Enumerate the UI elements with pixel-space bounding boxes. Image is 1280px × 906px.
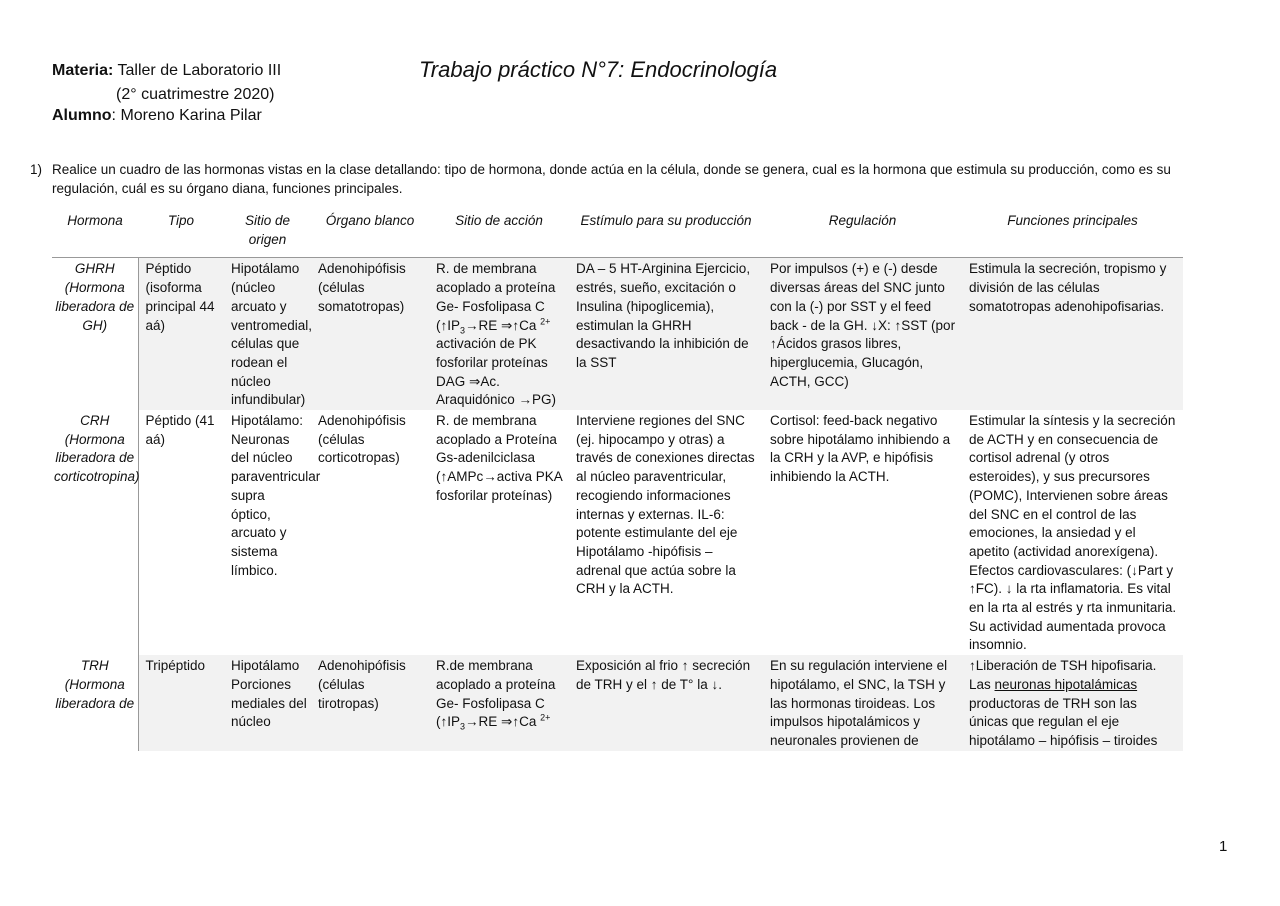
cell-organo: Adenohipófisis (células corticotropas) bbox=[318, 413, 406, 466]
header-regulacion: Regulación bbox=[763, 210, 962, 258]
accion-part-b2: →RE ⇒↑Ca bbox=[465, 714, 541, 730]
header-organo-blanco: Órgano blanco bbox=[311, 210, 429, 258]
header-estimulo: Estímulo para su producción bbox=[569, 210, 763, 258]
cell-accion bbox=[429, 655, 569, 751]
cell-hormona: CRH (Hormona liberadora de corticotropina) bbox=[52, 410, 138, 655]
alumno-label: Alumno bbox=[52, 107, 112, 124]
accion-subscript: 3 bbox=[460, 721, 466, 732]
accion-part-b: (↑IP bbox=[436, 317, 461, 333]
header-sitio-origen: Sitio de origen bbox=[224, 210, 311, 258]
funciones-part-b: Las bbox=[969, 676, 995, 692]
cell-funciones bbox=[962, 655, 1183, 751]
question-text: Realice un cuadro de las hormonas vistas en la clase detallando: tipo de hormona, donde actúa en la célula, donde se genera, cual es la hormona que estimula su producción, como es su regulación, cuál es su órgano diana, funciones principales. bbox=[52, 162, 1171, 196]
cell-regulacion: Cortisol: feed-back negativo sobre hipotálamo inhibiendo a la CRH y la AVP, e hipófisis inhibiendo la ACTH. bbox=[770, 413, 951, 485]
cell-regulacion: Por impulsos (+) e (-) desde diversas áreas del SNC junto con la (-) por SST y el feed back - de la GH. ↓X: ↑SST (por ↑Ácidos grasos libres, hiperglucemia, Glucagón, ACTH, GCC) bbox=[763, 258, 962, 410]
cell-funciones: Estimula la secreción, tropismo y división de las células somatotropas adenohipofisarias. bbox=[962, 258, 1183, 410]
page-bottom-margin bbox=[0, 836, 1280, 906]
cell-hormona: GHRH (Hormona liberadora de GH) bbox=[52, 258, 138, 410]
accion-part-a: R.de membrana acoplado a proteína Ge- Fosfolipasa C bbox=[436, 658, 556, 711]
accion-superscript: 2+ bbox=[540, 316, 551, 327]
header-sitio-accion: Sitio de acción bbox=[429, 210, 569, 258]
hormone-table bbox=[52, 210, 1183, 751]
accion-part-c: activación de PK fosforilar proteínas DAG ⇒Ac. Araquidónico →PG) bbox=[436, 336, 557, 408]
cell-tipo: Péptido (isoforma principal 44 aá) bbox=[138, 258, 224, 410]
cell-funciones: Estimular la síntesis y la secreción de ACTH y en consecuencia de cortisol adrenal (y otros esteroides), y sus precursores (POMC), Intervienen sobre áreas del SNC en el control de las emociones, la ansiedad y el apetito (actividad anorexígena). Efectos cardiovasculares: (↓Part y ↑FC). ↓ la rta inflamatoria. Es vital en la rta al estrés y rta inmunitaria. Su actividad aumentada provoca insomnio. bbox=[969, 413, 1177, 653]
header-tipo: Tipo bbox=[138, 210, 224, 258]
question-number: 1) bbox=[30, 162, 43, 177]
table-row-trh bbox=[52, 655, 1183, 751]
cuatrimestre-line: (2° cuatrimestre 2020) bbox=[116, 86, 275, 103]
cell-tipo: Tripéptido bbox=[138, 655, 224, 751]
materia-label: Materia: bbox=[52, 62, 114, 79]
accion-subscript: 3 bbox=[460, 325, 466, 336]
page-title: Trabajo práctico N°7: Endocrinología bbox=[419, 57, 778, 82]
table-row-crh bbox=[52, 410, 1183, 655]
materia-line bbox=[52, 61, 281, 81]
accion-superscript: 2+ bbox=[540, 712, 551, 723]
accion-part-a: R. de membrana acoplado a proteína Ge- Fosfolipasa C bbox=[436, 261, 556, 314]
cell-estimulo: Exposición al frio ↑ secreción de TRH y el ↑ de T° la ↓. bbox=[569, 655, 763, 751]
accion-part-b: (↑IP bbox=[436, 714, 461, 730]
funciones-part-c: productoras de TRH son las únicas que regulan el eje hipotálamo – hipófisis – tiroides bbox=[969, 695, 1158, 748]
table-row-ghrh bbox=[52, 258, 1183, 410]
header-hormona: Hormona bbox=[52, 210, 138, 258]
accion-part-b2: →RE ⇒↑Ca bbox=[465, 317, 541, 333]
alumno-value: : Moreno Karina Pilar bbox=[111, 107, 262, 124]
cell-origen: Hipotálamo (núcleo arcuato y ventromedial, células que rodean el núcleo infundibular) bbox=[224, 258, 311, 410]
alumno-line bbox=[52, 106, 262, 126]
cell-hormona: TRH (Hormona liberadora de bbox=[52, 655, 138, 751]
cell-accion: R. de membrana acoplado a Proteína Gs-adenilciclasa (↑AMPc→activa PKA fosforilar proteínas) bbox=[436, 413, 563, 503]
cell-tipo: Péptido (41 aá) bbox=[145, 413, 215, 447]
cell-estimulo: Interviene regiones del SNC (ej. hipocampo y otras) a través de conexiones directas al núcleo paraventricular, recogiendo informaciones internas y externas. IL-6: potente estimulante del eje Hipotálamo -hipófisis – adrenal que actúa sobre la CRH y la ACTH. bbox=[576, 413, 755, 597]
funciones-underlined: neuronas hipotalámicas bbox=[994, 676, 1138, 692]
cell-accion bbox=[429, 258, 569, 410]
cell-regulacion: En su regulación interviene el hipotálamo, el SNC, la TSH y las hormonas tiroideas. Los impulsos hipotalámicos y neuronales provienen de bbox=[763, 655, 962, 751]
cell-origen: Hipotálamo Porciones mediales del núcleo bbox=[224, 655, 311, 751]
funciones-part-a: ↑Liberación de TSH hipofisaria. bbox=[969, 658, 1157, 674]
cell-origen: Hipotálamo: Neuronas del núcleo paraventricular supra óptico, arcuato y sistema límbico. bbox=[231, 413, 321, 578]
cell-organo: Adenohipófisis (células somatotropas) bbox=[311, 258, 429, 410]
page-number: 1 bbox=[1219, 838, 1228, 855]
header-funciones: Funciones principales bbox=[962, 210, 1183, 258]
cell-estimulo: DA – 5 HT-Arginina Ejercicio, estrés, sueño, excitación o Insulina (hipoglicemia), estimulan la GHRH desactivando la inhibición de la SST bbox=[569, 258, 763, 410]
cell-organo: Adenohipófisis (células tirotropas) bbox=[311, 655, 429, 751]
table-header-row bbox=[52, 210, 1183, 258]
materia-value: Taller de Laboratorio III bbox=[117, 62, 282, 79]
